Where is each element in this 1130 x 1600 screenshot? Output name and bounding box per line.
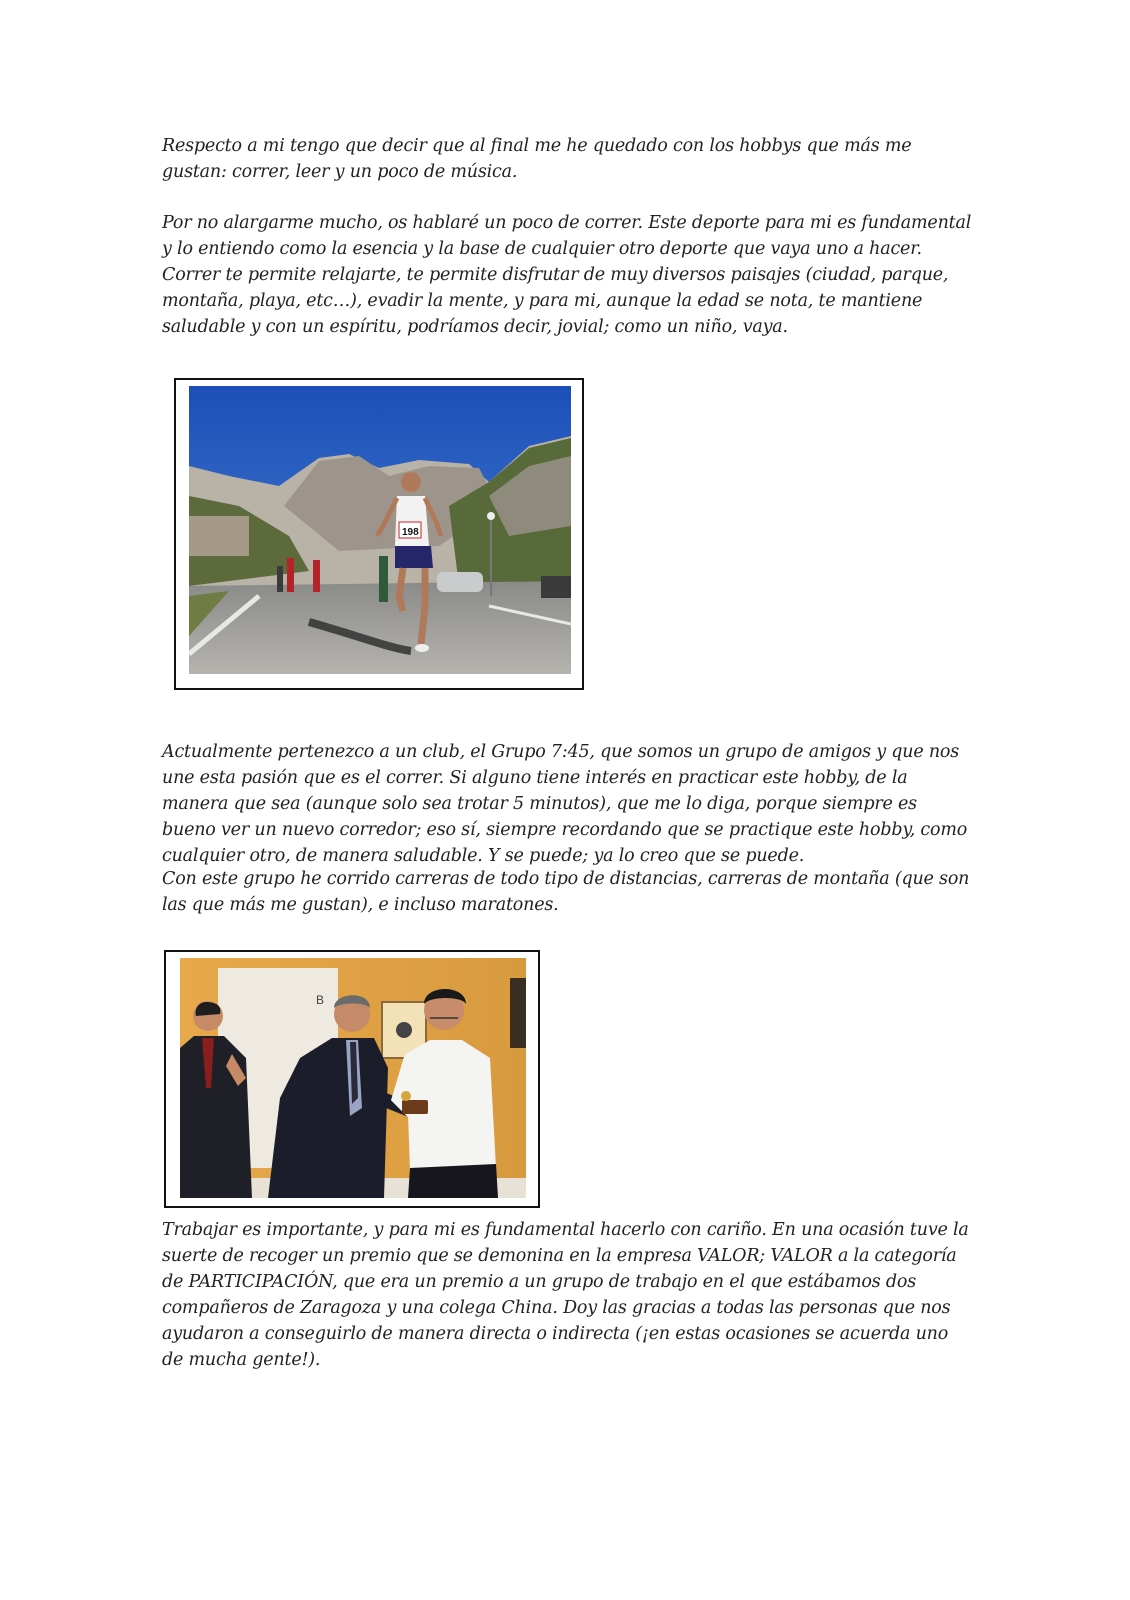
award-photo-frame xyxy=(164,950,540,1208)
paragraph-hobbies-intro: Respecto a mi tengo que decir que al final me he quedado con los hobbys que más me gustan: correr, leer y un poco de música. xyxy=(162,136,912,182)
running-photo-frame xyxy=(174,378,584,690)
paragraph-work-award: Trabajar es importante, y para mi es fundamental hacerlo con cariño. En una ocasión tuve la suerte de recoger un premio que se demonina en la empresa VALOR; VALOR a la categoría de PARTICIPACIÓN, que era un premio a un grupo de trabajo en el que estábamos dos compañeros de Zaragoza y una colega China. Doy las gracias a todas las personas que nos ayudaron a conseguirlo de manera directa o indirecta (¡en estas ocasiones se acuerda uno de mucha gente!). xyxy=(162,1220,969,1370)
paragraph-races: Con este grupo he corrido carreras de todo tipo de distancias, carreras de montaña (que son las que más me gustan), e incluso maratones. xyxy=(162,869,970,915)
running-photo xyxy=(189,386,571,674)
paragraph-running: Por no alargarme mucho, os hablaré un poco de correr. Este deporte para mi es fundamental y lo entiendo como la esencia y la base de cualquier otro deporte que vaya uno a hacer. Correr te permite relajarte, te permite disfrutar de muy diversos paisajes (ciudad, parque, montaña, playa, etc…), evadir la mente, y para mi, aunque la edad se nota, te mantiene saludable y con un espíritu, podríamos decir, jovial; como un niño, vaya. xyxy=(162,213,972,337)
award-photo xyxy=(180,958,526,1198)
paragraph-club: Actualmente pertenezco a un club, el Grupo 7:45, que somos un grupo de amigos y que nos une esta pasión que es el correr. Si alguno tiene interés en practicar este hobby, de la manera que sea (aunque solo sea trotar 5 minutos), que me lo diga, porque siempre es bueno ver un nuevo corredor; eso sí, siempre recordando que se practique este hobby, como cualquier otro, de manera saludable. Y se puede; ya lo creo que se puede. xyxy=(162,742,968,866)
runner-bib-number: 198 xyxy=(402,527,419,538)
award-banner-letter: B xyxy=(316,993,325,1007)
